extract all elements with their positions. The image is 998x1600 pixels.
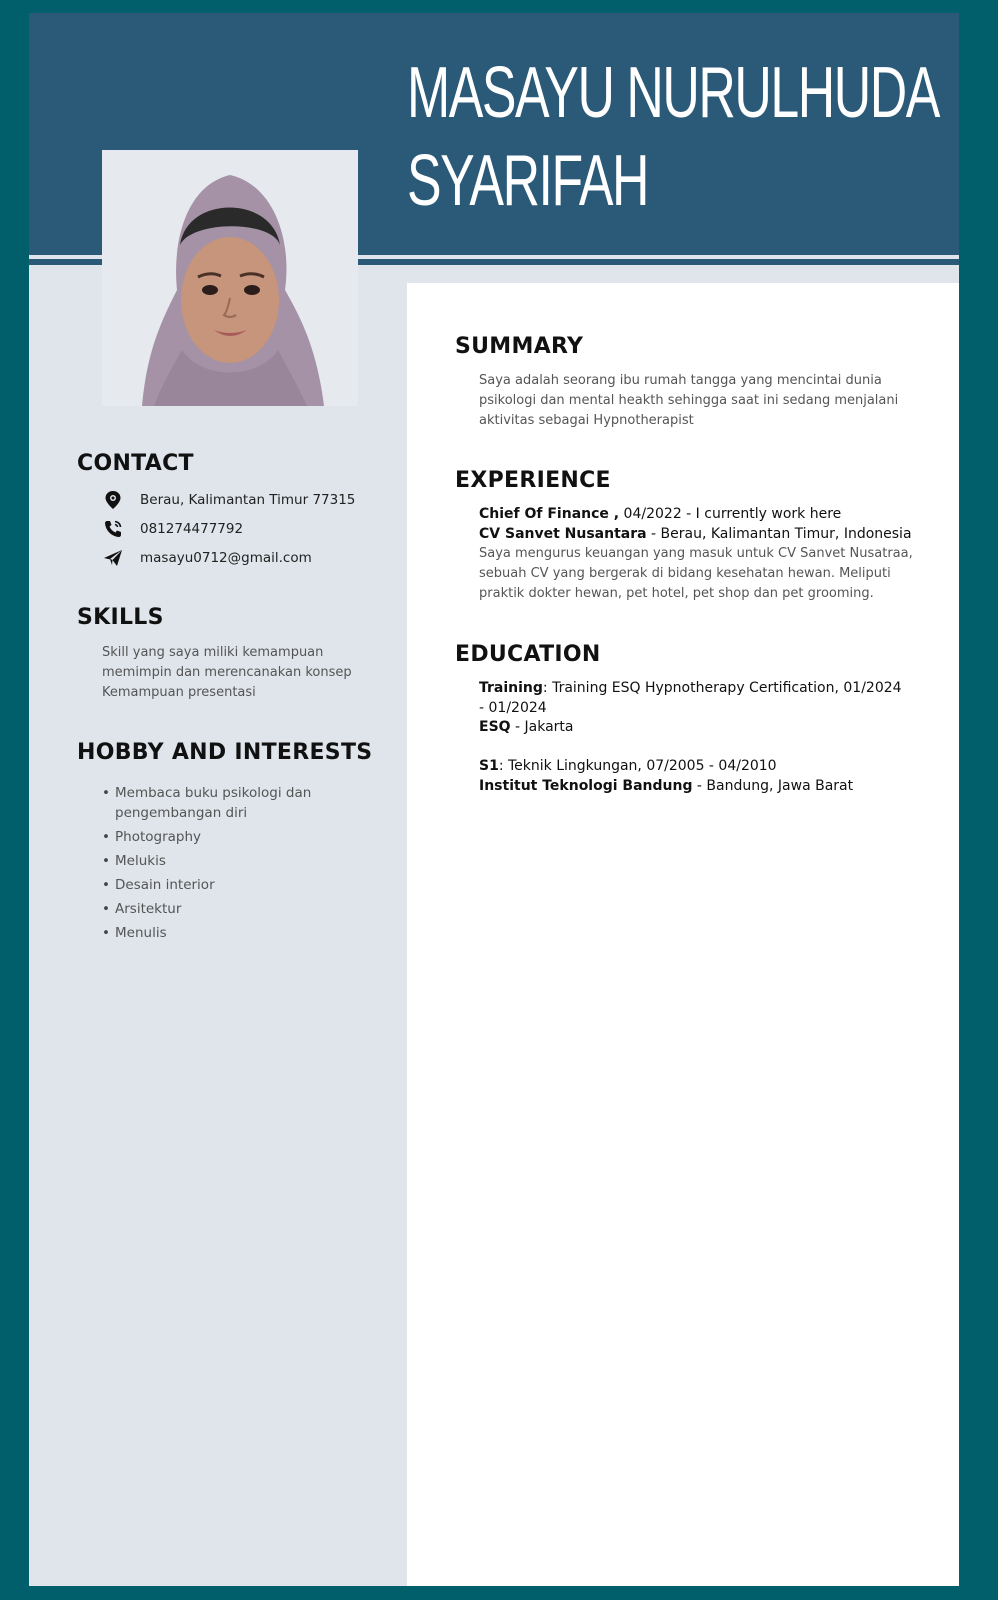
hobbies-list bbox=[102, 783, 352, 947]
hobbies-heading: HOBBY AND INTERESTS bbox=[77, 740, 373, 765]
list-item: • Melukis bbox=[102, 851, 352, 871]
list-item: • Arsitektur bbox=[102, 899, 352, 919]
education-entries bbox=[479, 679, 909, 796]
education-degree-line bbox=[479, 757, 909, 777]
experience-role: Chief Of Finance , bbox=[479, 506, 620, 522]
education-school-line bbox=[479, 777, 909, 797]
education-location: - Bandung, Jawa Barat bbox=[692, 777, 854, 794]
skills-heading: SKILLS bbox=[77, 605, 164, 630]
experience-dates: 04/2022 - I currently work here bbox=[619, 506, 842, 522]
education-heading: EDUCATION bbox=[455, 642, 601, 667]
skills-line: memimpin dan merencanakan konsep bbox=[102, 665, 352, 680]
contact-email bbox=[102, 546, 312, 570]
skills-text bbox=[102, 643, 362, 703]
contact-address bbox=[102, 488, 355, 512]
experience-heading: EXPERIENCE bbox=[455, 468, 611, 493]
contact-phone-text: 081274477792 bbox=[140, 521, 244, 537]
experience-description: Saya mengurus keuangan yang masuk untuk CV Sanvet Nusatraa, sebuah CV yang bergerak di bidang kesehatan hewan. Meliputi praktik dokter hewan, pet hotel, pet shop dan pet grooming. bbox=[479, 546, 913, 601]
education-degree: Training bbox=[479, 680, 543, 696]
contact-phone bbox=[102, 517, 243, 541]
list-item: • Menulis bbox=[102, 923, 352, 943]
education-location: - Jakarta bbox=[510, 719, 574, 735]
education-school: Institut Teknologi Bandung bbox=[479, 777, 693, 794]
list-item: • Membaca buku psikologi dan pengembangan diri bbox=[102, 783, 352, 823]
education-school: ESQ bbox=[479, 719, 511, 735]
contact-address-text: Berau, Kalimantan Timur 77315 bbox=[140, 492, 356, 508]
education-degree-line bbox=[479, 679, 909, 718]
profile-photo-illustration bbox=[102, 150, 358, 406]
experience-entry bbox=[479, 505, 939, 604]
summary-heading: SUMMARY bbox=[455, 334, 584, 359]
name-line-1: MASAYU NURULHUDA bbox=[407, 53, 939, 133]
send-icon bbox=[102, 547, 124, 569]
education-school-line bbox=[479, 718, 909, 738]
location-pin-icon bbox=[102, 489, 124, 511]
profile-photo bbox=[102, 150, 358, 406]
candidate-name bbox=[407, 49, 939, 225]
experience-location: - Berau, Kalimantan Timur, Indonesia bbox=[646, 525, 912, 542]
main-column bbox=[407, 283, 959, 1586]
skills-line: Kemampuan presentasi bbox=[102, 685, 256, 700]
contact-email-text: masayu0712@gmail.com bbox=[140, 550, 312, 566]
experience-role-line bbox=[479, 505, 939, 525]
list-item: • Desain interior bbox=[102, 875, 352, 895]
education-detail: : Training ESQ Hypnotherapy Certification, 01/2024 - 01/2024 bbox=[479, 680, 902, 716]
summary-text: Saya adalah seorang ibu rumah tangga yang mencintai dunia psikologi dan mental heakth sehingga saat ini sedang menjalani aktivitas sebagai Hypnotherapist bbox=[479, 373, 899, 428]
education-degree: S1 bbox=[479, 758, 499, 774]
resume-page bbox=[29, 13, 959, 1586]
experience-company-line bbox=[479, 525, 939, 545]
skills-line: Skill yang saya miliki kemampuan bbox=[102, 645, 324, 660]
education-detail: : Teknik Lingkungan, 07/2005 - 04/2010 bbox=[498, 758, 777, 774]
contact-heading: CONTACT bbox=[77, 451, 194, 476]
name-line-2: SYARIFAH bbox=[407, 141, 649, 221]
experience-company: CV Sanvet Nusantara bbox=[479, 525, 647, 542]
list-item: • Photography bbox=[102, 827, 352, 847]
phone-icon bbox=[102, 518, 124, 540]
